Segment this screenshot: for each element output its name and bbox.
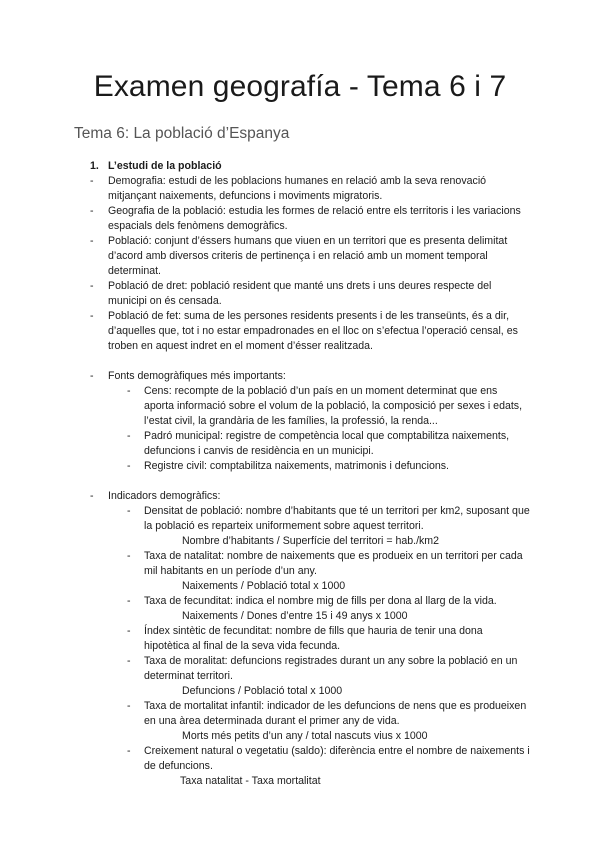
sub-list-item: [74, 504, 530, 534]
sub-list-item: [74, 744, 530, 774]
formula: Naixements / Població total x 1000: [182, 580, 346, 592]
section-subtitle: Tema 6: La població d’Espanya: [74, 125, 290, 142]
bullet-dash: -: [127, 595, 131, 607]
list-item-text: Indicadors demogràfics:: [108, 490, 221, 502]
list-item-text: Geografia de la població: estudia les formes de relació entre els territoris i les variacions espacials dels fenòmens demogràfics.: [108, 205, 521, 232]
bullet-dash: -: [90, 490, 94, 502]
list-item: [74, 234, 530, 279]
list-item-text: Població de fet: suma de les persones residents presents i de les transeünts, és a dir, d’aquelles que, tot i no estar empadronades en el lloc on s’efectua l’operació censal, es troben en aquest indret en el moment d’ésser realitzada.: [108, 310, 518, 352]
section-number: 1.: [90, 160, 99, 172]
bullet-dash: -: [90, 175, 94, 187]
bullet-dash: -: [127, 460, 131, 472]
bullet-dash: -: [127, 430, 131, 442]
bullet-dash: -: [127, 745, 131, 757]
formula: Nombre d’habitants / Superfície del territori = hab./km2: [182, 535, 440, 547]
formula: Naixements / Dones d’entre 15 i 49 anys x 1000: [182, 610, 408, 622]
sub-list-item: [74, 654, 530, 684]
section-heading-text: L’estudi de la població: [108, 160, 222, 172]
list-item-text: Població de dret: població resident que manté uns drets i uns deures respecte del municipi on és censada.: [108, 280, 492, 307]
sub-list-item-text: Índex sintètic de fecunditat: nombre de fills que hauria de tenir una dona hipotètica al final de la seva vida fecunda.: [144, 625, 483, 652]
sub-list-item: [74, 699, 530, 729]
sub-list-item-text: Registre civil: comptabilitza naixements, matrimonis i defuncions.: [144, 460, 449, 472]
sub-list-item-text: Taxa de natalitat: nombre de naixements que es produeix en un territori per cada mil habitants en un període d’un any.: [144, 550, 523, 577]
list-item-text: Població: conjunt d’éssers humans que viuen en un territori que es presenta delimitat d’acord amb diversos criteris de pertinença i en relació amb un moment temporal determinat.: [108, 235, 508, 277]
sub-list-item: [74, 594, 530, 609]
sub-list-item-text: Taxa de mortalitat infantil: indicador de les defuncions de nens que es produeixen en una àrea determinada durant el primer any de vida.: [144, 700, 527, 727]
sub-list-item-text: Taxa de fecunditat: indica el nombre mig de fills per dona al llarg de la vida.: [144, 595, 497, 607]
bullet-dash: -: [127, 550, 131, 562]
document-body: [74, 159, 530, 789]
sub-list-item: [74, 429, 530, 459]
bullet-dash: -: [127, 655, 131, 667]
bullet-dash: -: [127, 505, 131, 517]
sub-list-item: [74, 624, 530, 654]
list-item: [74, 204, 530, 234]
sub-list-item-text: Densitat de població: nombre d’habitants que té un territori per km2, suposant que la població es reparteix uniformement sobre aquest territori.: [144, 505, 530, 532]
page-title: Examen geografía - Tema 6 i 7: [93, 70, 507, 103]
list-item-fonts: [74, 369, 530, 384]
bullet-dash: -: [127, 700, 131, 712]
bullet-dash: -: [90, 310, 94, 322]
formula: Taxa natalitat - Taxa mortalitat: [180, 775, 321, 787]
section-heading: [74, 159, 530, 174]
bullet-dash: -: [127, 625, 131, 637]
sub-list-item-text: Creixement natural o vegetatiu (saldo): diferència entre el nombre de naixements i de defuncions.: [144, 745, 530, 772]
list-item-text: Fonts demogràfiques més importants:: [108, 370, 286, 382]
formula: Defuncions / Població total x 1000: [182, 685, 343, 697]
bullet-dash: -: [90, 205, 94, 217]
sub-list-item: [74, 384, 530, 429]
sub-list-item-text: Padró municipal: registre de competència local que comptabilitza naixements, defuncions i canvis de residència en un municipi.: [144, 430, 510, 457]
list-item: [74, 174, 530, 204]
sub-list-item: [74, 459, 530, 474]
formula: Morts més petits d’un any / total nascuts vius x 1000: [182, 730, 428, 742]
list-item-text: Demografia: estudi de les poblacions humanes en relació amb la seva renovació mitjançant naixements, defuncions i moviments migratoris.: [108, 175, 487, 202]
bullet-dash: -: [127, 385, 131, 397]
sub-list-item-text: Cens: recompte de la població d’un país en un moment determinat que ens aporta informació sobre el volum de la població, la composició per sexes i edats, l’estat civil, la grandària de les famílies, la professió, la renda...: [144, 385, 523, 427]
list-item: [74, 279, 530, 309]
list-item-indicadors: [74, 489, 530, 504]
bullet-dash: -: [90, 280, 94, 292]
sub-list-item-text: Taxa de moralitat: defuncions registrades durant un any sobre la població en un determinat territori.: [144, 655, 518, 682]
sub-list-item: [74, 549, 530, 579]
list-item: [74, 309, 530, 354]
bullet-dash: -: [90, 370, 94, 382]
bullet-dash: -: [90, 235, 94, 247]
